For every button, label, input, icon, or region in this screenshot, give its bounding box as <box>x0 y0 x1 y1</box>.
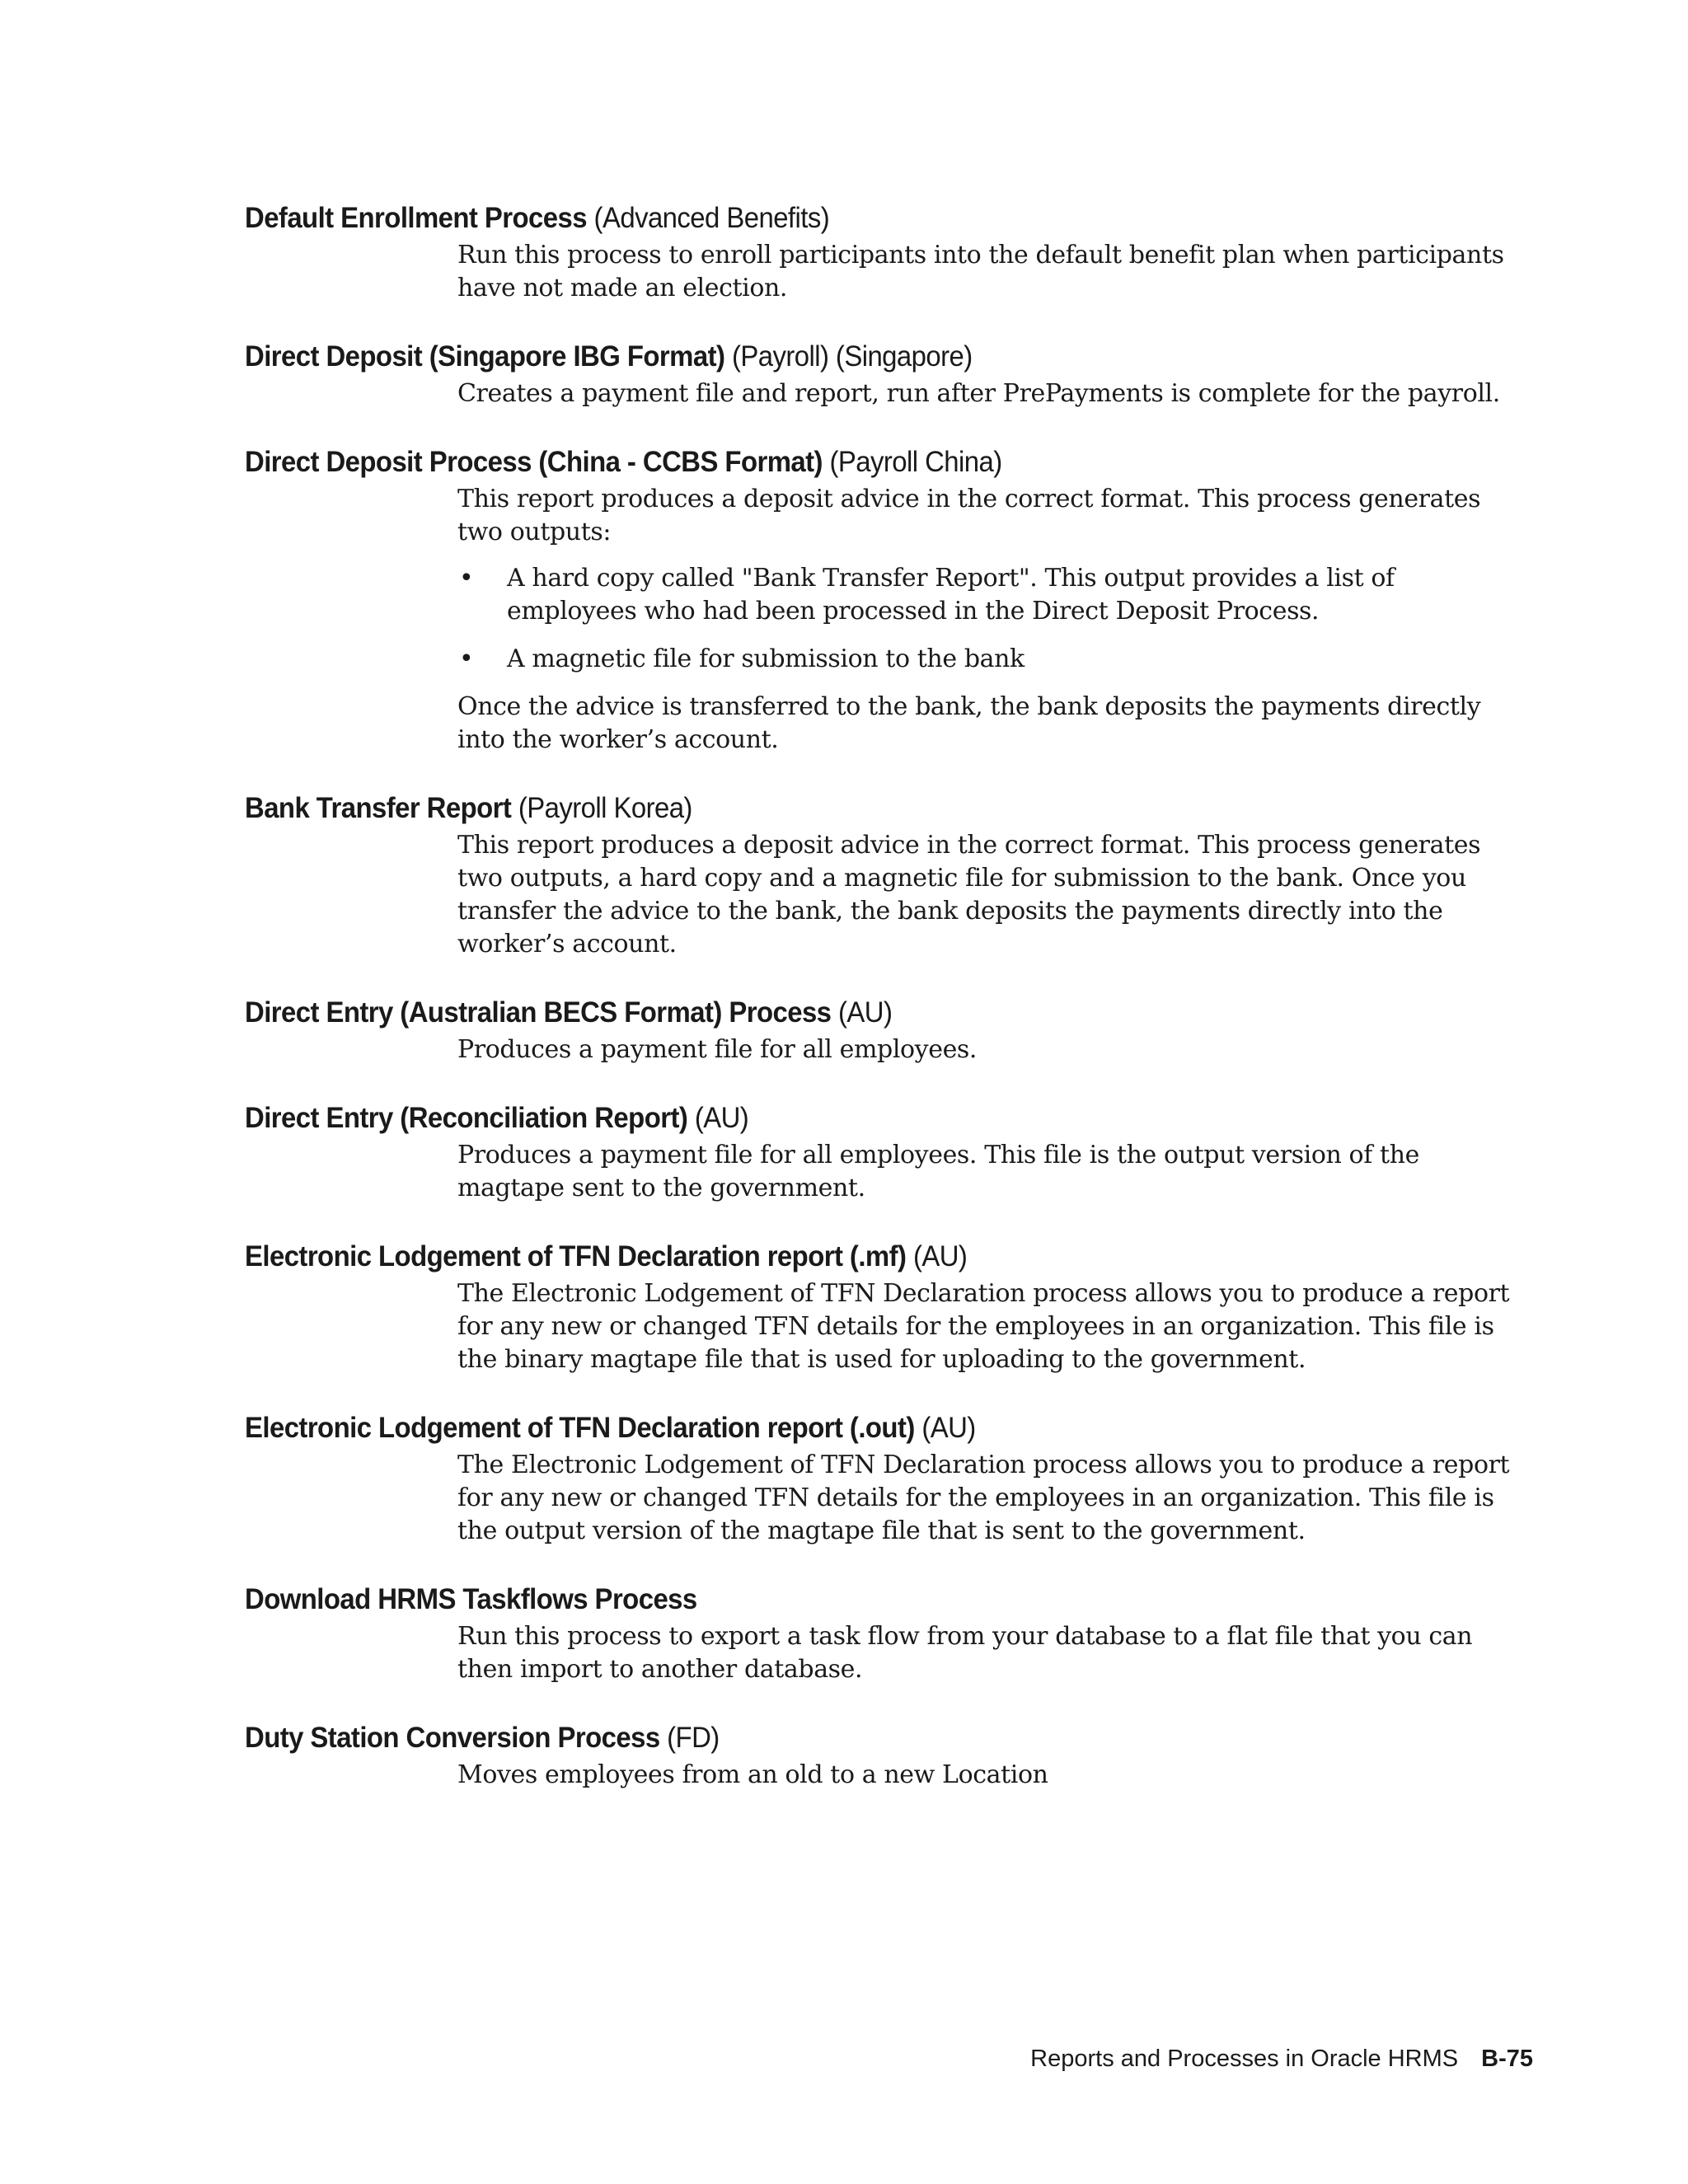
bullet-list <box>457 562 1529 676</box>
entry-tfn-declaration-mf <box>245 1238 1531 1376</box>
entry-qualifier: (Payroll China) <box>829 446 1002 478</box>
document-content <box>245 199 1531 1825</box>
bullet-item <box>457 643 1529 676</box>
entry-title: Default Enrollment Process <box>245 202 587 234</box>
entry-title: Direct Entry (Reconciliation Report) <box>245 1102 688 1134</box>
entry-body <box>457 829 1529 961</box>
entry-body <box>457 1620 1529 1686</box>
entry-description: Moves employees from an old to a new Location <box>457 1760 1048 1789</box>
entry-heading <box>245 1581 1453 1619</box>
entry-qualifier: (Advanced Benefits) <box>593 202 830 234</box>
entry-description: Run this process to export a task flow from your database to a flat file that you can then import to another database. <box>457 1622 1473 1684</box>
entry-description: This report produces a deposit advice in the correct format. This process generates two outputs: <box>457 485 1481 546</box>
entry-direct-deposit-china <box>245 443 1531 757</box>
bullet-item <box>457 562 1529 628</box>
entry-body <box>457 1277 1529 1376</box>
entry-body <box>457 1033 1529 1066</box>
entry-description: The Electronic Lodgement of TFN Declaration process allows you to produce a report for any new or changed TFN details for the employees in an organization. This file is the binary magtape file that is used for uploading to the government. <box>457 1279 1510 1374</box>
entry-description: Once the advice is transferred to the bank, the bank deposits the payments directly into the worker’s account. <box>457 692 1481 754</box>
entry-default-enrollment-process <box>245 199 1531 305</box>
entry-download-hrms-taskflows <box>245 1581 1531 1686</box>
entry-body <box>457 1139 1529 1205</box>
entry-bank-transfer-report <box>245 790 1531 961</box>
entry-title: Direct Deposit (Singapore IBG Format) <box>245 340 725 373</box>
page-number: B-75 <box>1481 2046 1533 2072</box>
entry-heading <box>245 1719 1453 1757</box>
entry-title: Duty Station Conversion Process <box>245 1722 660 1754</box>
entry-heading <box>245 790 1453 827</box>
entry-qualifier: (Payroll) (Singapore) <box>731 340 973 373</box>
entry-direct-entry-becs <box>245 994 1531 1066</box>
entry-qualifier: (AU) <box>921 1412 976 1444</box>
bullet-text: A hard copy called "Bank Transfer Report". This output provides a list of employees who had been processed in the Direct Deposit Process. <box>507 564 1395 626</box>
entry-heading <box>245 1409 1453 1447</box>
entry-description: This report produces a deposit advice in the correct format. This process generates two outputs, a hard copy and a magnetic file for submission to the bank. Once you transfer the advice to the bank, the bank deposits the payments directly into the worker’s account. <box>457 831 1481 958</box>
entry-qualifier: (AU) <box>694 1102 749 1134</box>
entry-tfn-declaration-out <box>245 1409 1531 1548</box>
entry-duty-station-conversion <box>245 1719 1531 1792</box>
bullet-icon: • <box>459 564 474 593</box>
bullet-icon: • <box>459 644 474 673</box>
entry-direct-entry-reconciliation <box>245 1099 1531 1205</box>
entry-description: Produces a payment file for all employees. This file is the output version of the magtape sent to the government. <box>457 1141 1419 1202</box>
entry-body <box>457 1759 1529 1792</box>
entry-direct-deposit-singapore <box>245 338 1531 410</box>
entry-heading <box>245 338 1453 376</box>
entry-title: Direct Entry (Australian BECS Format) Process <box>245 996 832 1029</box>
entry-description: Produces a payment file for all employees. <box>457 1035 978 1064</box>
bullet-text: A magnetic file for submission to the bank <box>507 644 1025 673</box>
entry-heading <box>245 1238 1453 1276</box>
entry-qualifier: (Payroll Korea) <box>518 792 692 824</box>
entry-body <box>457 239 1529 305</box>
entry-description: Creates a payment file and report, run after PrePayments is complete for the payroll. <box>457 379 1500 408</box>
entry-title: Download HRMS Taskflows Process <box>245 1583 697 1615</box>
entry-body <box>457 1449 1529 1548</box>
entry-title: Bank Transfer Report <box>245 792 512 824</box>
entry-title: Electronic Lodgement of TFN Declaration report (.out) <box>245 1412 915 1444</box>
entry-heading <box>245 443 1453 481</box>
entry-qualifier: (FD) <box>667 1722 720 1754</box>
entry-title: Electronic Lodgement of TFN Declaration report (.mf) <box>245 1240 907 1272</box>
entry-qualifier: (AU) <box>837 996 893 1029</box>
entry-heading <box>245 199 1453 237</box>
entry-qualifier: (AU) <box>912 1240 968 1272</box>
footer-section-title: Reports and Processes in Oracle HRMS <box>1030 2046 1459 2072</box>
page-footer <box>1030 2042 1533 2075</box>
entry-description: Run this process to enroll participants into the default benefit plan when participants have not made an election. <box>457 241 1504 302</box>
entry-title: Direct Deposit Process (China - CCBS Format) <box>245 446 823 478</box>
entry-description: The Electronic Lodgement of TFN Declaration process allows you to produce a report for any new or changed TFN details for the employees in an organization. This file is the output version of the magtape file that is sent to the government. <box>457 1451 1510 1545</box>
entry-body <box>457 377 1529 410</box>
entry-body <box>457 483 1529 757</box>
entry-heading <box>245 1099 1453 1137</box>
entry-heading <box>245 994 1453 1032</box>
